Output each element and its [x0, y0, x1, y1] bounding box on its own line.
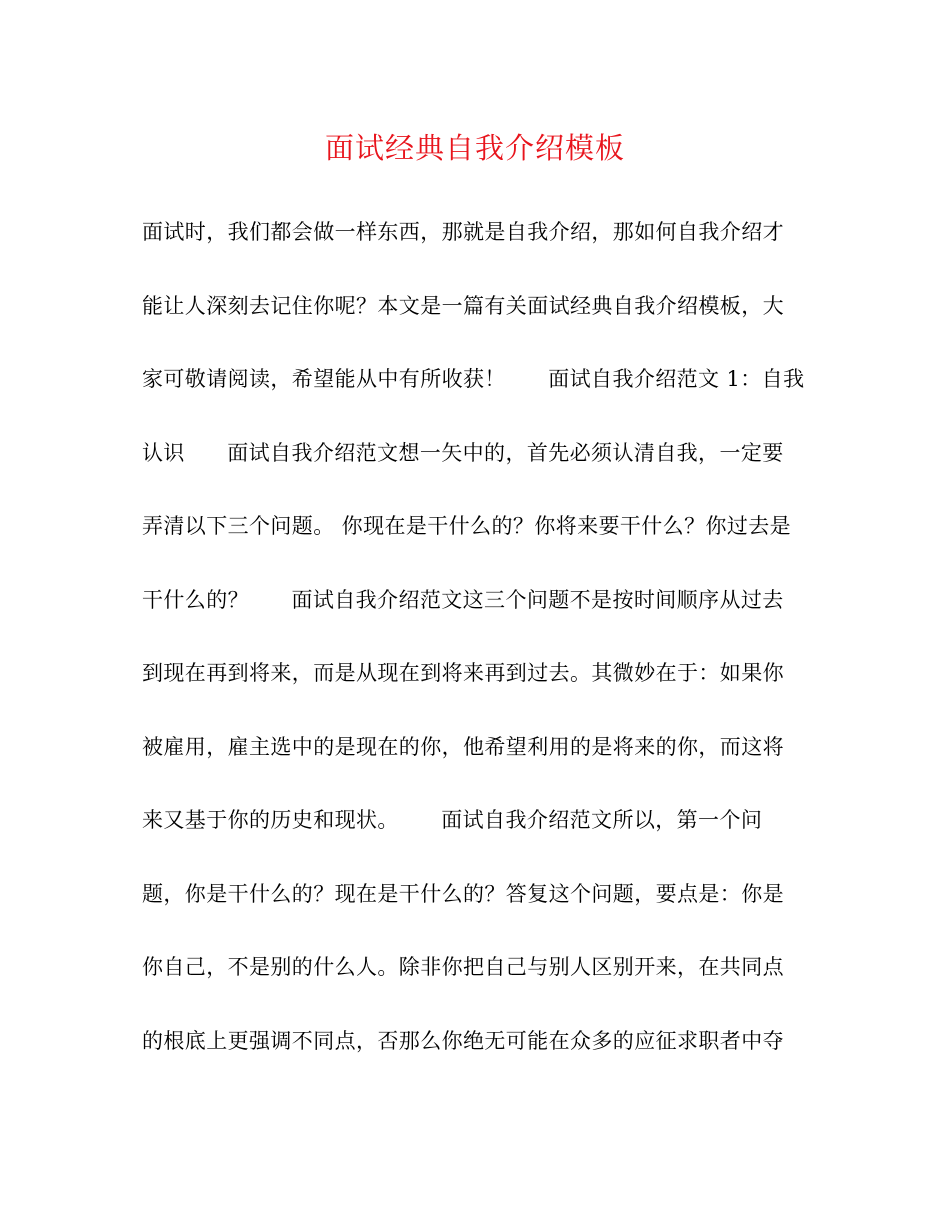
body-line: 面试时，我们都会做一样东西，那就是自我介绍，那如何自我介绍才 — [142, 220, 784, 244]
body-line: 认识 面试自我介绍范文想一矢中的，首先必须认清自我，一定要 — [142, 440, 784, 465]
document-body — [142, 214, 822, 1096]
body-line: 到现在再到将来，而是从现在到将来再到过去。其微妙在于：如果你 — [142, 661, 784, 685]
body-line: 干什么的？ 面试自我介绍范文这三个问题不是按时间顺序从过去 — [142, 587, 784, 612]
body-line: 弄清以下三个问题。 你现在是干什么的？你将来要干什么？你过去是 — [142, 514, 792, 538]
body-line: 的根底上更强调不同点，否那么你绝无可能在众多的应征求职者中夺 — [142, 1028, 784, 1053]
body-line: 家可敬请阅读，希望能从中有所收获！ 面试自我介绍范文 1：自我 — [142, 367, 805, 391]
body-line: 来又基于你的历史和现状。 面试自我介绍范文所以，第一个问 — [142, 808, 763, 832]
body-line: 能让人深刻去记住你呢？本文是一篇有关面试经典自我介绍模板，大 — [142, 293, 784, 318]
body-line: 你自己，不是别的什么人。除非你把自己与别人区别开来，在共同点 — [142, 955, 784, 979]
body-line: 被雇用，雇主选中的是现在的你，他希望利用的是将来的你，而这将 — [142, 734, 784, 759]
document-title: 面试经典自我介绍模板 — [324, 131, 625, 165]
body-line: 题，你是干什么的？现在是干什么的？答复这个问题，要点是：你是 — [142, 881, 784, 906]
